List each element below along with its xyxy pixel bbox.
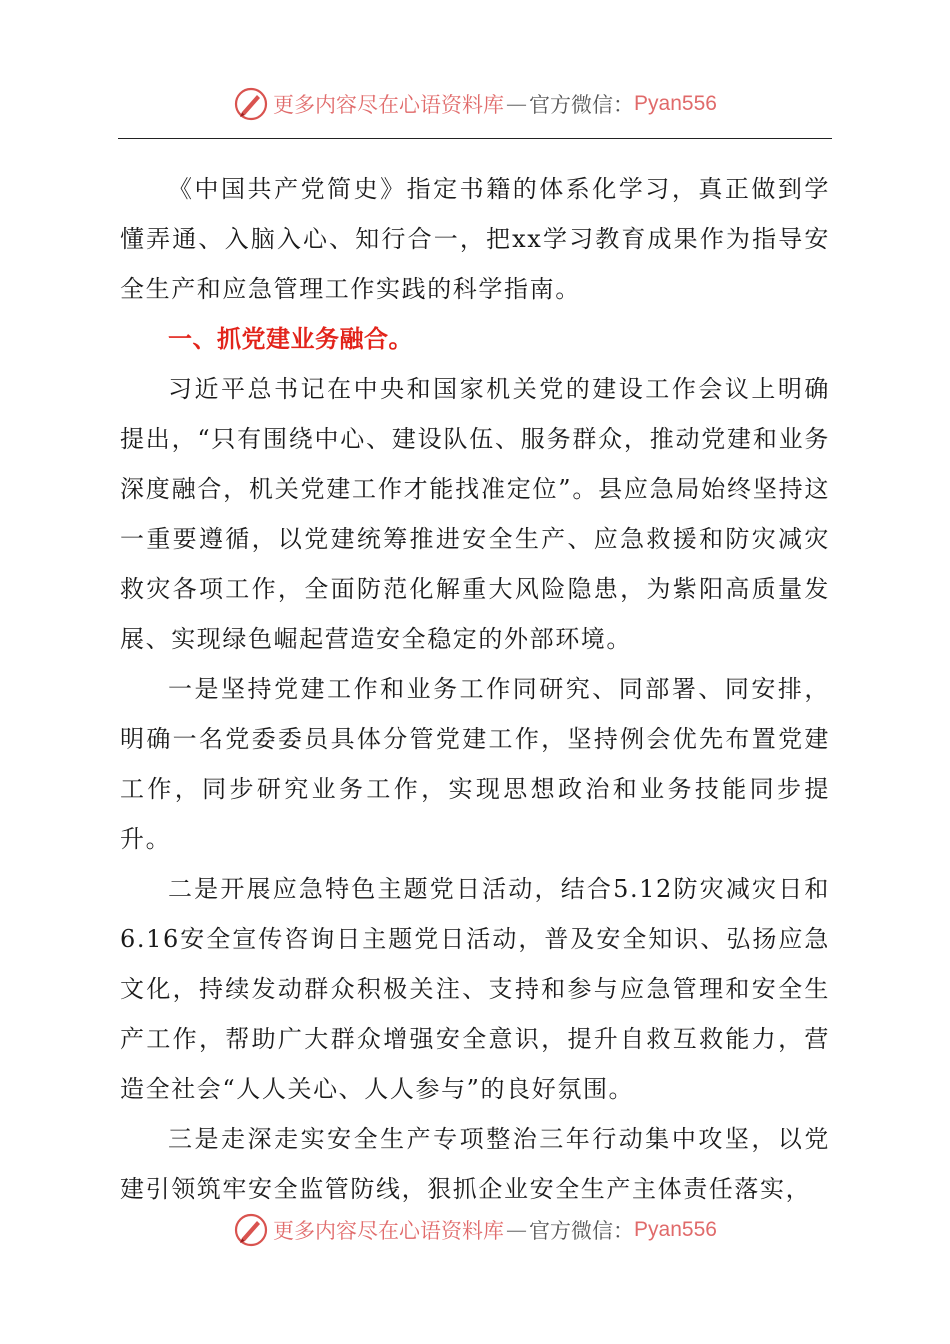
quill-pen-logo-icon <box>233 1212 269 1248</box>
watermark-account: Pyan556 <box>634 1218 717 1241</box>
header-divider <box>118 138 832 139</box>
footer-watermark <box>0 1210 950 1250</box>
section-heading: 一、抓党建业务融合。 <box>168 325 413 353</box>
header-watermark <box>0 84 950 124</box>
paragraph-intro: 习近平总书记在中央和国家机关党的建设工作会议上明确提出，“只有围绕中心、建设队伍、服务群众，推动党建和业务深度融合，机关党建工作才能找准定位”。县应急局始终坚持这一重要遵循，以党建统筹推进安全生产、应急救援和防灾减灾救灾各项工作，全面防范化解重大风险隐患，为紫阳高质量发展、实现绿色崛起营造安全稳定的外部环境。 <box>120 375 830 653</box>
watermark-account: Pyan556 <box>634 92 717 115</box>
paragraph-continuation: 《中国共产党简史》指定书籍的体系化学习，真正做到学懂弄通、入脑入心、知行合一，把xx学习教育成果作为指导安全生产和应急管理工作实践的科学指南。 <box>120 175 830 303</box>
watermark-separator: — <box>506 92 528 116</box>
watermark-brand: 更多内容尽在心语资料库 <box>273 1219 505 1243</box>
watermark-wechat-label: 官方微信： <box>529 93 635 117</box>
watermark-separator: — <box>506 1218 528 1242</box>
paragraph-point-1: 一是坚持党建工作和业务工作同研究、同部署、同安排，明确一名党委委员具体分管党建工作，坚持例会优先布置党建工作，同步研究业务工作，实现思想政治和业务技能同步提升。 <box>120 675 830 853</box>
watermark-brand: 更多内容尽在心语资料库 <box>273 93 505 117</box>
document-body <box>120 164 830 1214</box>
paragraph-point-3: 三是走深走实安全生产专项整治三年行动集中攻坚，以党建引领筑牢安全监管防线，狠抓企业安全生产主体责任落实， <box>120 1125 830 1203</box>
quill-pen-logo-icon <box>233 86 269 122</box>
paragraph-point-2: 二是开展应急特色主题党日活动，结合5.12防灾减灾日和6.16安全宣传咨询日主题党日活动，普及安全知识、弘扬应急文化，持续发动群众积极关注、支持和参与应急管理和安全生产工作，帮助广大群众增强安全意识，提升自救互救能力，营造全社会“人人关心、人人参与”的良好氛围。 <box>120 875 830 1103</box>
watermark-wechat-label: 官方微信： <box>529 1219 635 1243</box>
